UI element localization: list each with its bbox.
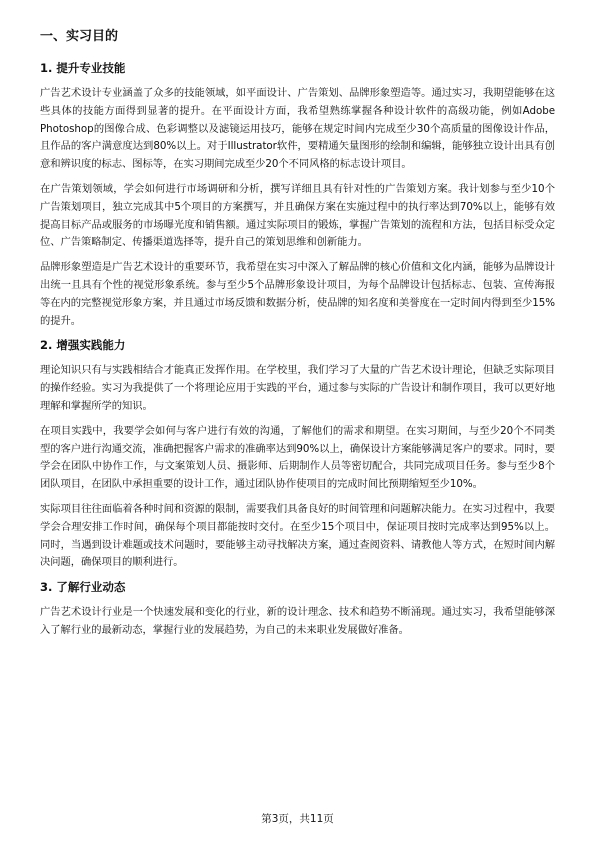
paragraph: 品牌形象塑造是广告艺术设计的重要环节，我希望在实习中深入了解品牌的核心价值和文化内涵，能够为品牌设计出统一且具有个性的视觉形象系统。参与至少5个品牌形象设计项目，为每个品牌设计包括标志、包装、宣传海报等在内的完整视觉形象方案，并且通过市场反馈和数据分析，使品牌的知名度和美誉度在一定时间内得到至少15%的提升。 — [40, 261, 555, 327]
main-heading: 一、实习目的 — [40, 29, 119, 44]
paragraph: 在广告策划领域，学会如何进行市场调研和分析，撰写详细且具有针对性的广告策划方案。我计划参与至少10个广告策划项目，独立完成其中5个项目的方案撰写，并且确保方案在实施过程中的执行率达到70%以上，能够有效提高目标产品或服务的市场曝光度和销售额。通过实际项目的锻炼，掌握广告策划的流程和方法，包括目标受众定位、广告策略制定、传播渠道选择等，提升自己的策划思维和创新能力。 — [40, 182, 555, 249]
section-skills — [40, 60, 555, 330]
section-practice — [40, 337, 555, 572]
paragraph: 理论知识只有与实践相结合才能真正发挥作用。在学校里，我们学习了大量的广告艺术设计理论，但缺乏实际项目的操作经验。实习为我提供了一个将理论应用于实践的平台，通过参与实际的广告设计和制作项目，我可以更好地理解和掌握所学的知识。 — [40, 364, 555, 412]
section-industry — [40, 579, 555, 640]
paragraph: 广告艺术设计行业是一个快速发展和变化的行业，新的设计理念、技术和趋势不断涌现。通过实习，我希望能够深入了解行业的最新动态，掌握行业的发展趋势，为自己的未来职业发展做好准备。 — [40, 606, 555, 636]
document-body — [40, 28, 555, 647]
section-title: 1. 提升专业技能 — [40, 61, 126, 75]
page-footer: 第3页，共11页 — [261, 813, 334, 825]
section-title: 2. 增强实践能力 — [40, 338, 126, 353]
paragraph: 广告艺术设计专业涵盖了众多的技能领域，如平面设计、广告策划、品牌形象塑造等。通过实习，我期望能够在这些具体的技能方面得到显著的提升。在平面设计方面，我希望熟练掌握各种设计软件的高级功能，例如Adobe Photoshop的图像合成、色彩调整以及滤镜运用技巧，能够在规定时间内完成至少30个高质量的图像设计作品，且作品的客户满意度达到80%以上。对于Illustrator软件，要精通矢量图形的绘制和编辑，能够独立设计出具有创意和辨识度的标志、图标等，在实习期间完成至少20个不同风格的标志设计项目。 — [40, 87, 555, 171]
paragraph: 在项目实践中，我要学会如何与客户进行有效的沟通，了解他们的需求和期望。在实习期间，与至少20个不同类型的客户进行沟通交流，准确把握客户需求的准确率达到90%以上，确保设计方案能够满足客户的要求。同时，要学会在团队中协作工作，与文案策划人员、摄影师、后期制作人员等密切配合，共同完成项目任务。参与至少8个团队项目，在团队中承担重要的设计工作，通过团队协作使项目的完成时间比预期缩短至少10%。 — [40, 424, 555, 491]
paragraph: 实际项目往往面临着各种时间和资源的限制，需要我们具备良好的时间管理和问题解决能力。在实习过程中，我要学会合理安排工作时间，确保每个项目都能按时交付。在至少15个项目中，保证项目按时完成率达到95%以上。同时，当遇到设计难题或技术问题时，要能够主动寻找解决方案，通过查阅资料、请教他人等方式，在短时间内解决问题，确保项目的顺利进行。 — [40, 502, 555, 569]
section-title: 3. 了解行业动态 — [40, 580, 126, 595]
